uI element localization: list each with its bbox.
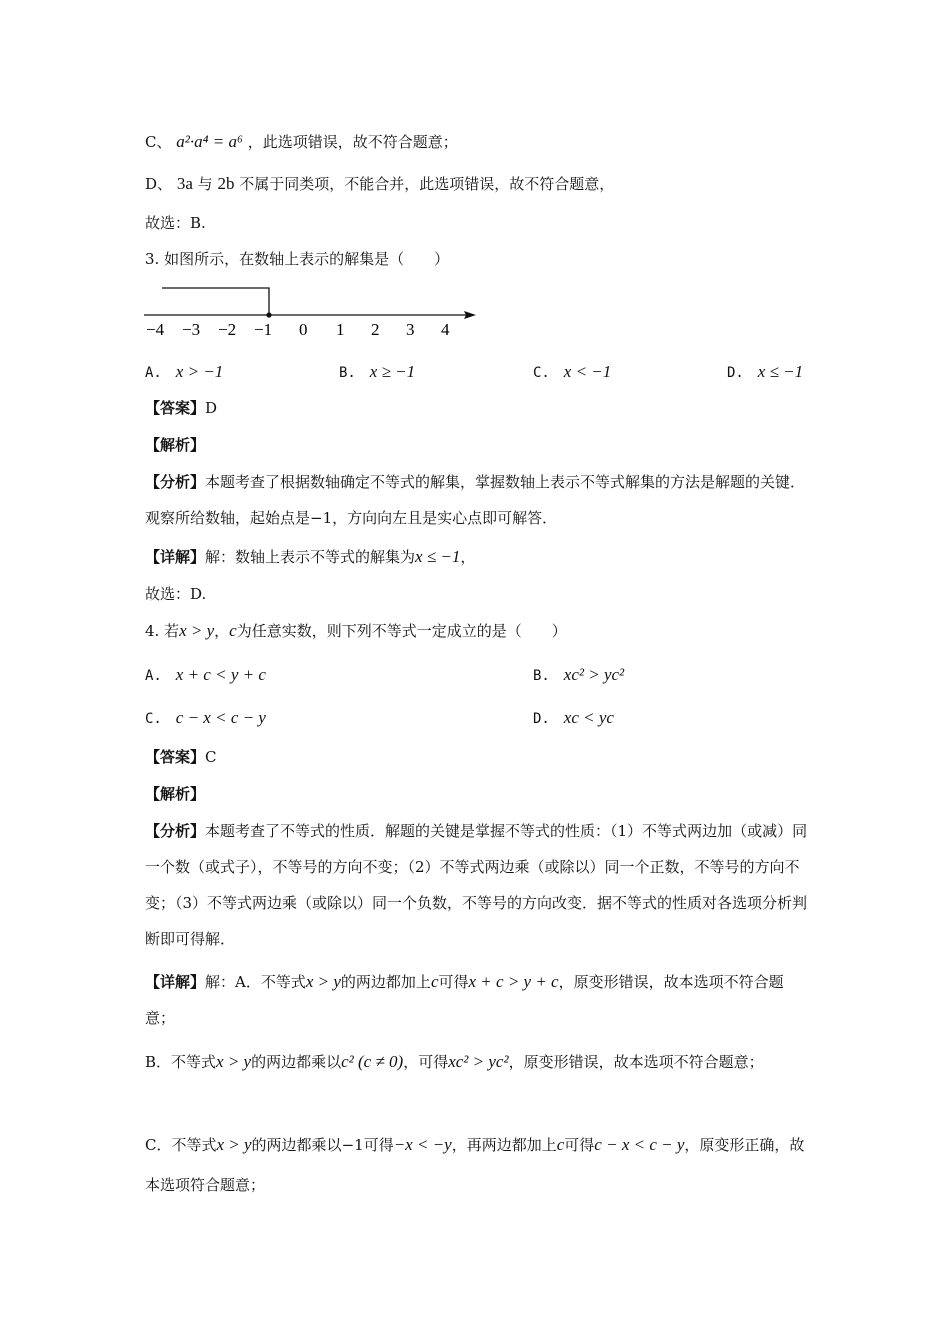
xiangjie-text: 的两边都加上	[340, 973, 431, 991]
stem-text: 为任意实数，则下列不等式一定成立的是（ ）	[236, 622, 567, 640]
question-3-fenxi	[145, 464, 810, 536]
tick-label: −4	[146, 320, 165, 339]
xiangjie-text: ，	[460, 548, 476, 566]
math-expression: −x < −y	[393, 1135, 452, 1154]
tick-label: −1	[254, 320, 273, 339]
math-expression: x > y	[305, 972, 341, 991]
question-3-conclusion: 故选：D.	[145, 585, 207, 603]
math-expression: 2b	[217, 174, 235, 193]
stem-text: 4. 若	[145, 622, 180, 640]
question-4-option-d[interactable]	[533, 707, 614, 730]
xiangjie-text: ，原变形错误，故本选项不符合题意；	[508, 1053, 764, 1071]
math-expression: xc² > yc²	[448, 1052, 509, 1071]
fenxi-text: 本题考查了不等式的性质．解题的关键是掌握不等式的性质：（1）不等式两边加（或减）同一个数（或式子），不等号的方向不变；（2）不等式两边乘（或除以）同一个正数，不等号的方向不变；（3）不等式两边乘（或除以）同一个负数，不等号的方向改变．据不等式的性质对各选项分析判断即可得解．	[145, 822, 808, 948]
tick-label: 2	[371, 320, 380, 339]
question-3-answer	[145, 397, 217, 419]
xiangjie-tag: 【详解】	[145, 973, 206, 991]
fenxi-tag: 【分析】	[145, 822, 206, 840]
option-label: D.	[727, 365, 744, 381]
tick-label: 0	[299, 320, 308, 339]
option-label: A.	[145, 365, 162, 381]
xiangjie-text: ，原变形错误，故本选项不符合题意；	[145, 973, 784, 1027]
question-4-fenxi	[145, 813, 810, 957]
option-math: x > −1	[175, 362, 224, 381]
question-4-option-c[interactable]	[145, 707, 266, 730]
stem-text: ，	[214, 622, 230, 640]
question-4-option-a[interactable]	[145, 664, 266, 687]
number-line-figure	[140, 280, 485, 340]
xiangjie-text: ，可得	[403, 1053, 449, 1071]
xiangjie-text: 的两边都乘以	[251, 1136, 342, 1154]
xiangjie-text: 可得	[438, 973, 469, 991]
option-label: C.	[533, 365, 550, 381]
question-3-option-c[interactable]	[533, 361, 611, 384]
math-expression: c − x < c − y	[594, 1135, 685, 1154]
solid-endpoint-dot	[266, 312, 271, 317]
question-3-option-d[interactable]	[727, 361, 803, 384]
xiangjie-text: 解：数轴上表示不等式的解集为	[205, 548, 416, 566]
math-expression: c	[556, 1135, 565, 1154]
math-expression: x > y	[216, 1135, 252, 1154]
option-label: C.	[145, 711, 162, 727]
option-label: B.	[533, 668, 550, 684]
question-4-answer	[145, 746, 217, 768]
answer-value: D	[205, 399, 218, 417]
tick-label: −3	[182, 320, 201, 339]
question-4-stem	[145, 620, 567, 642]
question-3-option-b[interactable]	[339, 361, 415, 384]
xiangjie-text: 解：A．不等式	[205, 973, 306, 991]
solution-bracket	[162, 288, 269, 315]
option-math: xc < yc	[563, 708, 614, 727]
tick-label: 3	[406, 320, 415, 339]
option-label: D、	[145, 175, 173, 193]
connector-text: 与	[197, 175, 213, 193]
question-3-xiangjie	[145, 546, 475, 568]
question-3-stem: 3. 如图所示，在数轴上表示的解集是（ ）	[145, 250, 450, 268]
math-expression: x + c > y + c	[468, 972, 559, 991]
math-expression: 3a	[176, 174, 193, 193]
math-expression: −1	[341, 1136, 364, 1154]
prev-option-d	[145, 173, 614, 195]
option-math: c − x < c − y	[175, 708, 266, 727]
answer-tag: 【答案】	[145, 399, 206, 417]
math-expression: c	[430, 972, 439, 991]
math-expression: c	[229, 621, 237, 640]
question-3-analysis-tag: 【解析】	[145, 436, 206, 454]
prev-option-c	[145, 131, 458, 153]
tick-label: 1	[336, 320, 345, 339]
option-label: A.	[145, 668, 162, 684]
xiangjie-text: ，原变形正确，故本选项符合题意；	[145, 1136, 805, 1194]
tick-label: −2	[218, 320, 237, 339]
question-4-xiangjie-a	[145, 964, 810, 1036]
fenxi-tag: 【分析】	[145, 473, 206, 491]
option-math: x + c < y + c	[175, 665, 266, 684]
tick-labels	[146, 320, 450, 339]
tick-label: 4	[441, 320, 450, 339]
option-label: B.	[339, 365, 356, 381]
option-math: x < −1	[563, 362, 612, 381]
option-math: x ≥ −1	[369, 362, 416, 381]
math-expression: x > y	[179, 621, 215, 640]
xiangjie-text: C．不等式	[145, 1136, 217, 1154]
math-expression: a²·a⁴ = a⁶	[176, 132, 243, 151]
prev-conclusion: 故选：B.	[145, 214, 206, 232]
option-math: xc² > yc²	[563, 665, 625, 684]
xiangjie-text: 的两边都乘以	[251, 1053, 342, 1071]
math-expression: c² (c ≠ 0)	[341, 1052, 404, 1071]
option-label: D.	[533, 711, 550, 727]
explanation-text: ，此选项错误，故不符合题意；	[247, 133, 458, 151]
answer-tag: 【答案】	[145, 748, 206, 766]
math-expression: x > y	[216, 1052, 252, 1071]
question-4-analysis-tag: 【解析】	[145, 785, 206, 803]
math-expression: x ≤ −1	[415, 547, 461, 566]
question-3-option-a[interactable]	[145, 361, 223, 384]
xiangjie-text: 可得	[564, 1136, 595, 1154]
xiangjie-text: ，再两边都加上	[451, 1136, 557, 1154]
xiangjie-tag: 【详解】	[145, 548, 206, 566]
option-math: x ≤ −1	[757, 362, 804, 381]
option-label: C、	[145, 133, 172, 151]
answer-value: C	[205, 748, 217, 766]
question-4-xiangjie-c	[145, 1125, 810, 1205]
xiangjie-text: B．不等式	[145, 1053, 217, 1071]
question-4-xiangjie-b	[145, 1042, 810, 1082]
xiangjie-text: 可得	[363, 1136, 394, 1154]
explanation-text: 不属于同类项，不能合并，此选项错误，故不符合题意，	[239, 175, 615, 193]
fenxi-text: 本题考查了根据数轴确定不等式的解集，掌握数轴上表示不等式解集的方法是解题的关键．观察所给数轴，起始点是−1，方向向左且是实心点即可解答．	[145, 473, 806, 527]
question-4-option-b[interactable]	[533, 664, 624, 687]
